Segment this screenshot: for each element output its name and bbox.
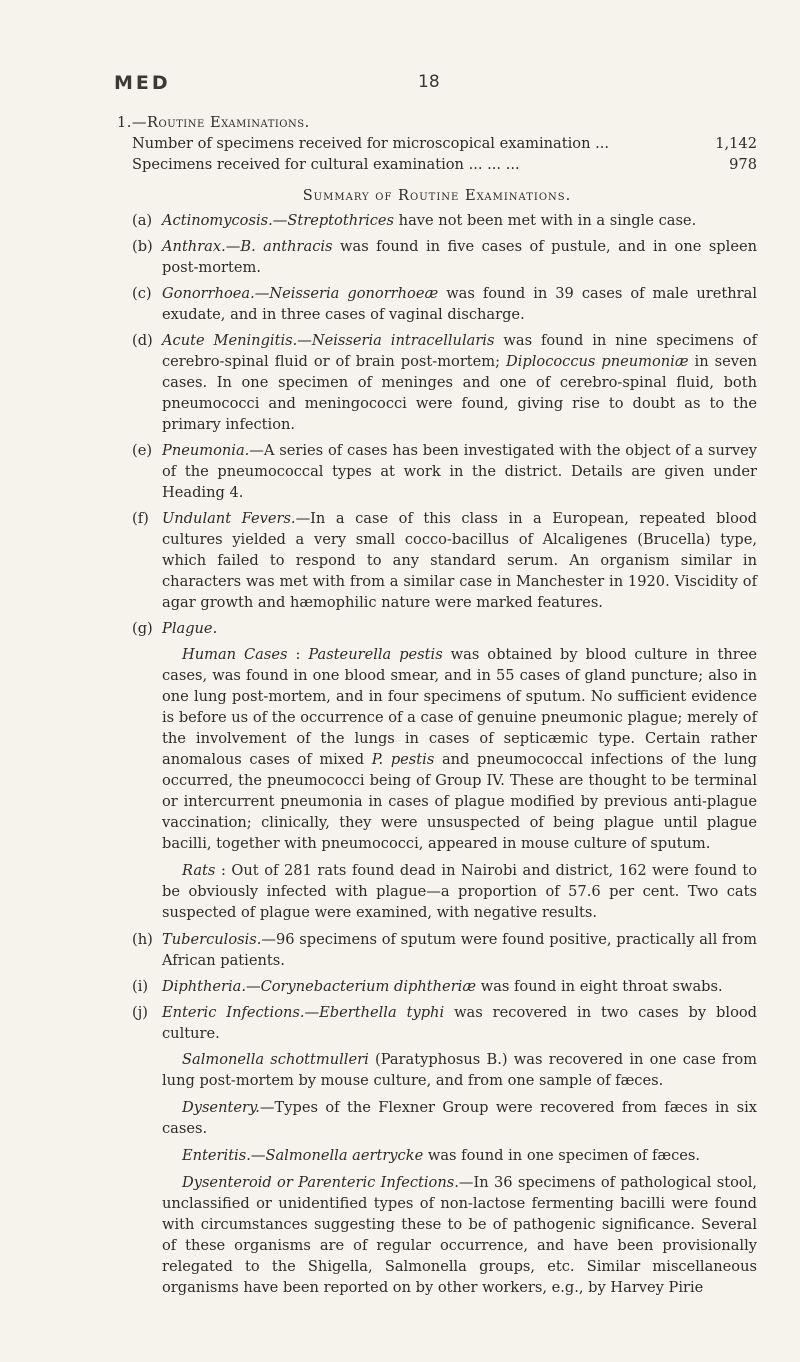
page-body — [117, 112, 757, 1304]
plague-rats: Rats : Out of 281 rats found dead in Nairobi and district, 162 were found to be obviously infected with plague—a proportion of 57.6 per cent. Two cats suspected of plague were examined, with negative results. — [162, 862, 757, 921]
section-heading: 1.—Routine Examinations. — [117, 114, 310, 131]
item-diphtheria: (i) Diphtheria.—Corynebacterium diphtheriæ was found in eight throat swabs. — [132, 978, 723, 995]
count-row — [117, 133, 757, 154]
item-anthrax: (b) Anthrax.—B. anthracis was found in five cases of pustule, and in one spleen post-mortem. — [132, 238, 757, 276]
enteric-dysenteroid: Dysenteroid or Parenteric Infections.—In 36 specimens of pathological stool, unclassified or unidentified types of non-lactose fermenting bacilli were found with circumstances suggesting these to be of pathogenic significance. Several of these organisms are of regular occurrence, and have been provisionally relegated to the Shigella, Salmonella groups, etc. Similar miscellaneous organisms have been reported on by other workers, e.g., by Harvey Pirie — [162, 1174, 758, 1296]
count-row — [117, 154, 757, 175]
item-undulant-fevers: (f) Undulant Fevers.—In a case of this class in a European, repeated blood cultures yielded a very small cocco-bacillus of Alcaligenes (Brucella) type, which failed to respond to any standard serum. An organism similar in characters was met with from a similar case in Manchester in 1920. Viscidity of agar growth and hæmophilic nature were marked features. — [132, 510, 757, 611]
item-plague: (g) Plague. — [132, 620, 218, 637]
plague-human-cases: Human Cases : Pasteurella pestis was obtained by blood culture in three cases, was found in one blood smear, and in 55 cases of gland puncture; also in one lung post-mortem, and in four specimens of sputum. No sufficient evidence is before us of the occurrence of a case of genuine pneumonic plague; merely of the involvement of the lungs in cases of septicæmic type. Certain rather anomalous cases of mixed P. pestis and pneumococcal infections of the lung occurred, the pneumococci being of Group IV. These are thought to be terminal or intercurrent pneumonia in cases of plague modified by previous anti-plague vaccination; clinically, they were unsuspected of being plague until plague bacilli, together with pneumococci, appeared in mouse culture of sputum. — [162, 646, 758, 852]
count-label: Specimens received for cultural examination ... ... ... — [132, 156, 520, 173]
enteric-dysentery: Dysentery.—Types of the Flexner Group were recovered from fæces in six cases. — [162, 1099, 757, 1137]
count-label: Number of specimens received for microscopical examination ... — [132, 135, 610, 152]
running-header: MED — [114, 72, 171, 94]
summary-heading: Summary of Routine Examinations. — [302, 187, 572, 204]
enteric-salmonella: Salmonella schottmulleri (Paratyphosus B.) was recovered in one case from lung post-mortem by mouse culture, and from one sample of fæces. — [162, 1051, 757, 1089]
item-enteric-infections: (j) Enteric Infections.—Eberthella typhi was recovered in two cases by blood culture. — [132, 1004, 757, 1042]
enteric-enteritis: Enteritis.—Salmonella aertrycke was found in one specimen of fæces. — [182, 1147, 701, 1164]
item-actinomycosis: (a) Actinomycosis.—Streptothrices have not been met with in a single case. — [132, 212, 697, 229]
count-value: 1,142 — [715, 135, 757, 152]
count-value: 978 — [729, 156, 757, 173]
item-meningitis: (d) Acute Meningitis.—Neisseria intracellularis was found in nine specimens of cerebro-spinal fluid or of brain post-mortem; Diplococcus pneumoniæ in seven cases. In one specimen of meninges and one of cerebro-spinal fluid, both pneumococci and meningococci were found, giving rise to doubt as to the primary infection. — [132, 332, 757, 433]
page-number: 18 — [418, 72, 440, 92]
item-gonorrhoea: (c) Gonorrhoea.—Neisseria gonorrhoeæ was found in 39 cases of male urethral exudate, and in three cases of vaginal discharge. — [132, 285, 757, 323]
item-pneumonia: (e) Pneumonia.—A series of cases has been investigated with the object of a survey of the pneumococcal types at work in the district. Details are given under Heading 4. — [132, 442, 757, 501]
item-tuberculosis: (h) Tuberculosis.—96 specimens of sputum were found positive, practically all from African patients. — [132, 931, 757, 969]
